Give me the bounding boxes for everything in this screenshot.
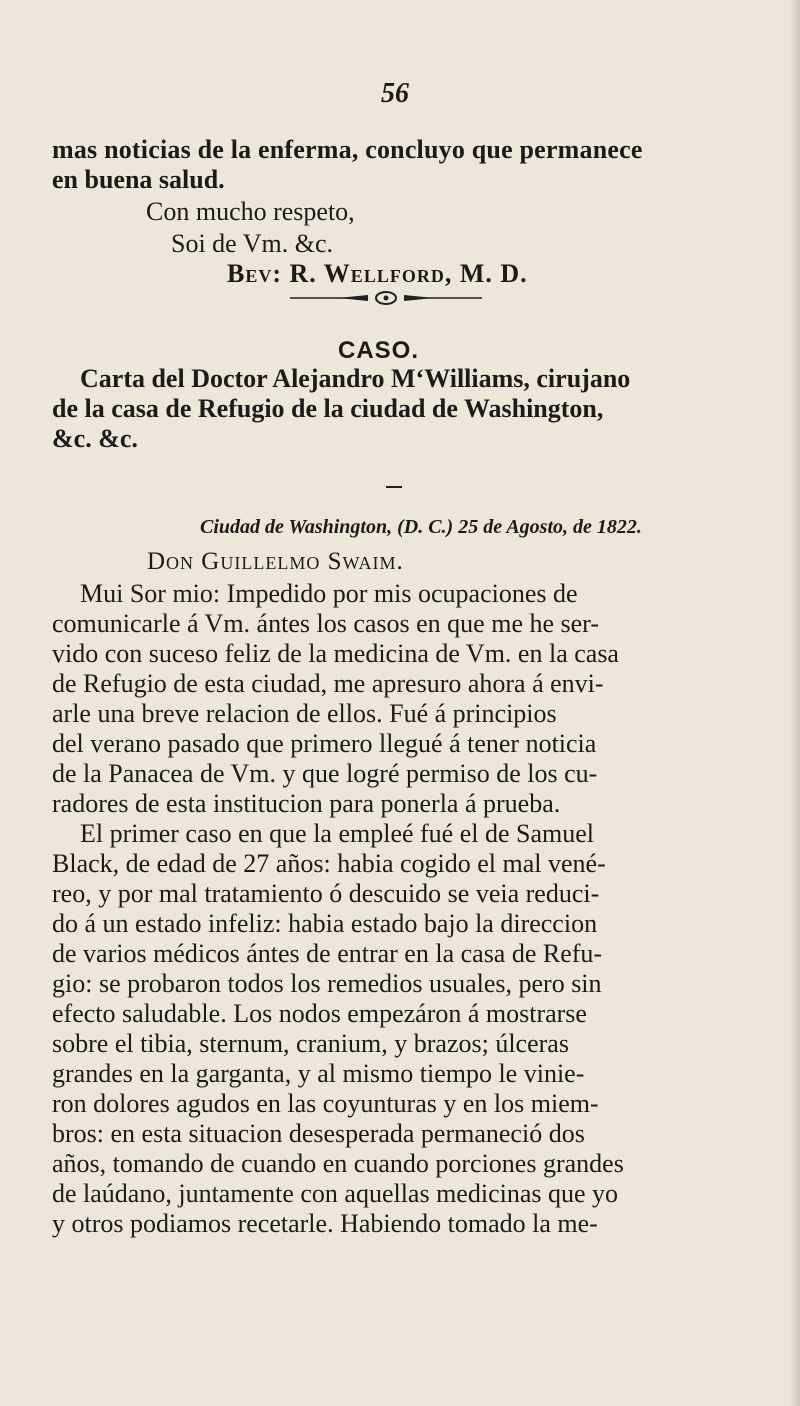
body-line: bros: en esta situacion desesperada permaneció dos xyxy=(52,1119,585,1148)
body-line: de Refugio de esta ciudad, me apresuro ahora á envi- xyxy=(52,669,604,698)
dateline: Ciudad de Washington, (D. C.) 25 de Agosto, de 1822. xyxy=(200,516,642,538)
body-line: ron dolores agudos en las coyunturas y en los miem- xyxy=(52,1089,599,1118)
intro-line: Carta del Doctor Alejandro M‘Williams, cirujano xyxy=(80,364,631,393)
body-line: comunicarle á Vm. ántes los casos en que me he ser- xyxy=(52,609,599,638)
body-line: de laúdano, juntamente con aquellas medicinas que yo xyxy=(52,1179,619,1208)
body-line: El primer caso en que la empleé fué el de Samuel xyxy=(80,819,595,848)
body-line: sobre el tibia, sternum, cranium, y brazos; úlceras xyxy=(52,1029,569,1058)
body-line: efecto saludable. Los nodos empezáron á mostrarse xyxy=(52,999,587,1028)
addressee: Don Guillelmo Swaim. xyxy=(147,548,404,575)
body-line: del verano pasado que primero llegué á tener noticia xyxy=(52,729,597,758)
body-line: do á un estado infeliz: habia estado bajo la direccion xyxy=(52,909,598,938)
body-line: radores de esta institucion para ponerla á prueba. xyxy=(52,789,561,818)
body-line: Mui Sor mio: Impedido por mis ocupaciones de xyxy=(80,579,578,608)
body-line: arle una breve relacion de ellos. Fué á principios xyxy=(52,699,557,728)
body-line: Black, de edad de 27 años: habia cogido el mal vené- xyxy=(52,849,606,878)
intro-line: de la casa de Refugio de la ciudad de Washington, xyxy=(52,394,604,423)
text-line: en buena salud. xyxy=(52,165,225,194)
body-line: años, tomando de cuando en cuando porciones grandes xyxy=(52,1149,624,1178)
body-line: reo, y por mal tratamiento ó descuido se veia reduci- xyxy=(52,879,600,908)
closing-line: Soi de Vm. &c. xyxy=(171,229,334,258)
page-edge-shadow xyxy=(790,0,800,1406)
closing-line: Con mucho respeto, xyxy=(146,197,355,226)
ornament-divider xyxy=(290,290,482,306)
intro-line: &c. &c. xyxy=(52,424,138,453)
body-line: de la Panacea de Vm. y que logré permiso de los cu- xyxy=(52,759,598,788)
signature: Bev: R. Wellford, M. D. xyxy=(227,259,528,288)
body-line: y otros podiamos recetarle. Habiendo tomado la me- xyxy=(52,1209,598,1238)
body-line: gio: se probaron todos los remedios usuales, pero sin xyxy=(52,969,602,998)
page-number: 56 xyxy=(381,78,409,109)
body-line: de varios médicos ántes de entrar en la casa de Refu- xyxy=(52,939,603,968)
section-title: CASO. xyxy=(338,337,420,364)
text-line: mas noticias de la enferma, concluyo que permanece xyxy=(52,135,643,164)
body-line: vido con suceso feliz de la medicina de Vm. en la casa xyxy=(52,639,619,668)
body-line: grandes en la garganta, y al mismo tiempo le vinie- xyxy=(52,1059,585,1088)
short-rule xyxy=(386,486,402,488)
